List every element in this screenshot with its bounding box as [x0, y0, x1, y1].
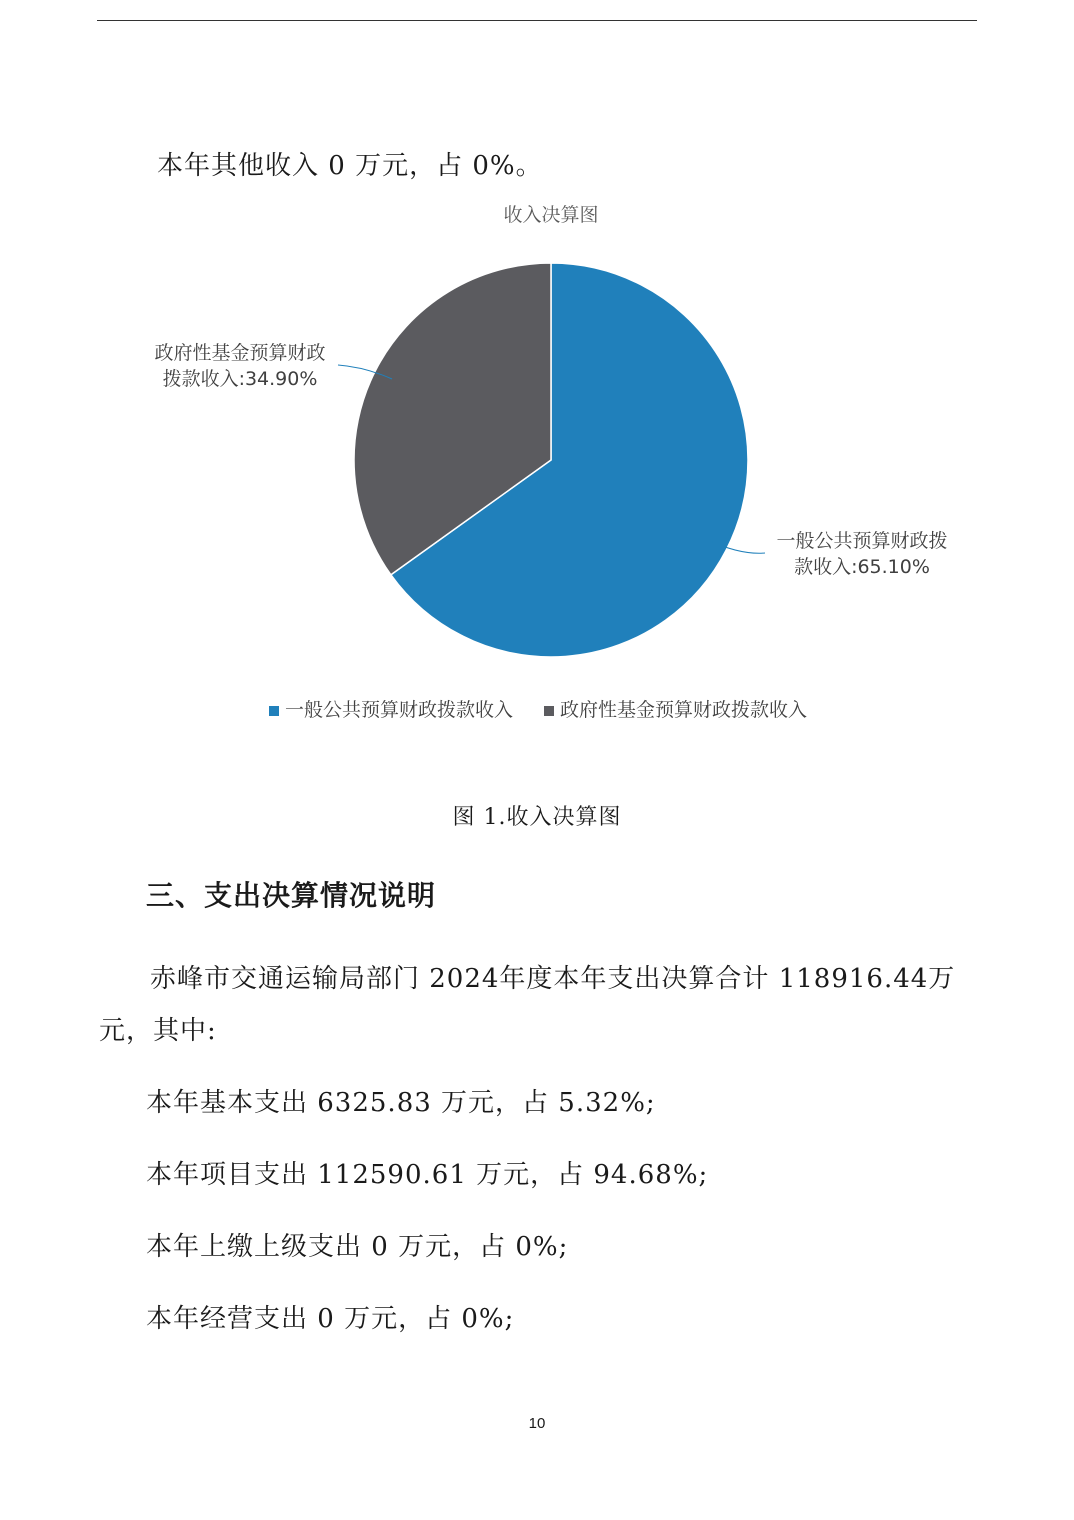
- expenditure-summary-line1: 赤峰市交通运输局部门 2024年度本年支出决算合计 118916.44万: [150, 964, 956, 994]
- data-label-fund-line2: 拨款收入:34.90%: [162, 368, 318, 390]
- header-rule: [97, 20, 977, 21]
- section-heading: 三、支出决算情况说明: [146, 879, 437, 912]
- chart-title: 收入决算图: [503, 204, 599, 226]
- remit-expenditure-line: 本年上缴上级支出 0 万元，占 0%;: [146, 1232, 569, 1262]
- legend-swatch-general: [269, 706, 279, 716]
- project-expenditure-line: 本年项目支出 112590.61 万元，占 94.68%;: [146, 1160, 709, 1190]
- legend-label-fund: 政府性基金预算财政拨款收入: [560, 699, 808, 721]
- data-label-general-line2: 款收入:65.10%: [794, 556, 930, 578]
- operating-expenditure-line: 本年经营支出 0 万元，占 0%;: [146, 1304, 515, 1334]
- legend-label-general: 一般公共预算财政拨款收入: [285, 699, 514, 721]
- data-label-general-line1: 一般公共预算财政拨: [776, 530, 948, 552]
- page-number: 10: [528, 1415, 546, 1432]
- figure-caption: 图 1.收入决算图: [452, 805, 622, 830]
- data-label-fund-line1: 政府性基金预算财政: [154, 342, 326, 364]
- other-income-line: 本年其他收入 0 万元，占 0%。: [157, 151, 543, 181]
- basic-expenditure-line: 本年基本支出 6325.83 万元，占 5.32%;: [146, 1088, 656, 1118]
- legend-swatch-fund: [544, 706, 554, 716]
- expenditure-summary-line2: 元，其中:: [99, 1016, 217, 1046]
